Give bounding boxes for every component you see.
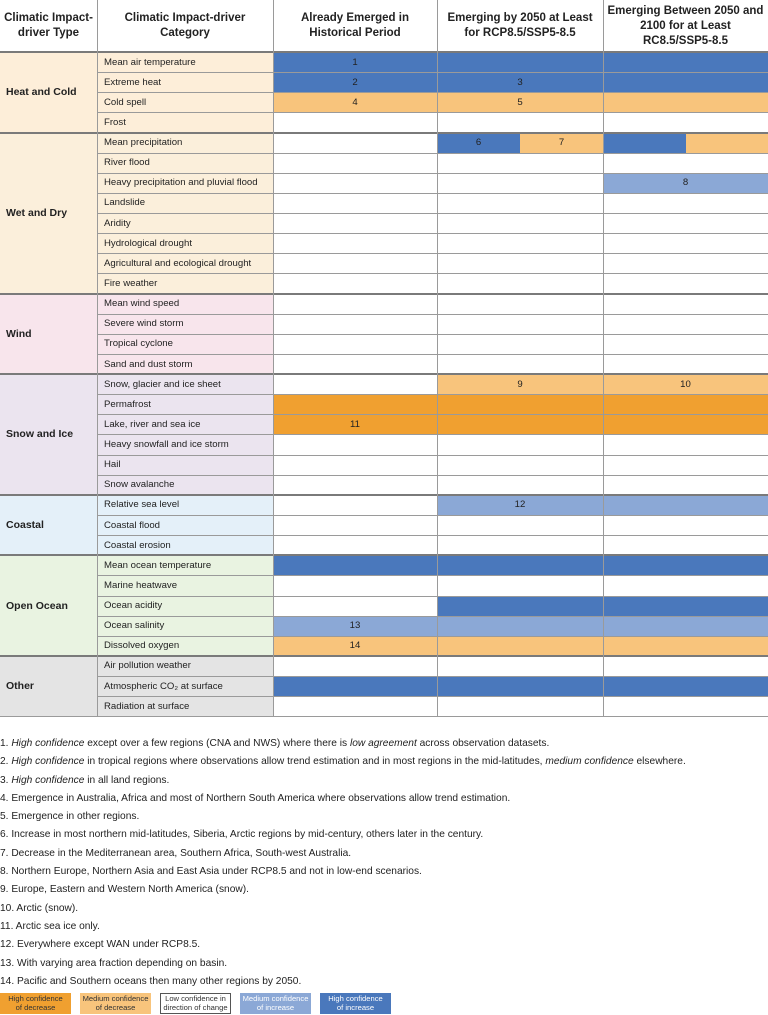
assessment-cell [273, 676, 437, 696]
assessment-cell [603, 636, 768, 656]
footnote-emphasis: High confidence [11, 774, 85, 786]
assessment-cell: 10 [603, 374, 768, 394]
row-divider [97, 696, 768, 697]
group-divider [0, 494, 768, 496]
legend-label-line: Medium confidence [242, 994, 309, 1003]
row-divider [97, 616, 768, 617]
header-driver-category: Climatic Impact-driver Category [124, 12, 246, 39]
assessment-cell [437, 52, 603, 72]
driver-category-label: Cold spell [97, 92, 273, 112]
column-divider [437, 0, 438, 716]
footnote-emphasis: low agreement [349, 738, 417, 749]
assessment-cell [603, 72, 768, 92]
legend-label-line: High confidence [8, 994, 63, 1003]
assessment-cell [273, 294, 437, 314]
assessment-cell [273, 515, 437, 535]
legend-swatch [160, 993, 231, 1014]
group-divider [0, 373, 768, 375]
column-divider [97, 0, 98, 716]
assessment-cell [273, 696, 437, 716]
driver-category-label: Agricultural and ecological drought [97, 253, 273, 273]
assessment-cell [603, 535, 768, 555]
assessment-cell [273, 213, 437, 233]
footnote: 8. Northern Europe, Northern Asia and East Asia under RCP8.5 and not in low-end scenarios. [0, 866, 422, 878]
group-divider [0, 293, 768, 295]
assessment-cell [437, 596, 603, 616]
header-by-2100: Emerging Between 2050 and 2100 for at Least RC8.5/SSP5-8.5 [607, 4, 764, 47]
assessment-cell [603, 616, 768, 636]
assessment-cell [603, 213, 768, 233]
legend-label [8, 995, 62, 1012]
row-divider [97, 475, 768, 476]
assessment-cell [437, 153, 603, 173]
legend-label-line: direction of change [163, 1002, 228, 1012]
assessment-cell [603, 334, 768, 354]
assessment-cell [437, 656, 603, 676]
driver-category-label: Mean air temperature [97, 52, 273, 72]
assessment-cell [273, 233, 437, 253]
driver-category-label: Snow, glacier and ice sheet [97, 374, 273, 394]
assessment-cell [437, 273, 603, 293]
column-divider [603, 0, 604, 716]
assessment-cell [273, 596, 437, 616]
row-divider [97, 455, 768, 456]
column-divider [273, 0, 274, 716]
row-divider [97, 193, 768, 194]
driver-category-label: Fire weather [97, 273, 273, 293]
assessment-cell [437, 112, 603, 132]
driver-category-label: River flood [97, 153, 273, 173]
assessment-cell: 8 [603, 173, 768, 193]
driver-category-label: Radiation at surface [97, 696, 273, 716]
assessment-cell [273, 273, 437, 293]
assessment-cell: 7 [520, 133, 603, 153]
assessment-cell [437, 676, 603, 696]
footnote: 6. Increase in most northern mid-latitudes, Siberia, Arctic regions by mid-century, others later in the century. [0, 829, 484, 841]
footnote: 13. With varying area fraction depending on basin. [0, 957, 228, 969]
assessment-cell: 11 [273, 414, 437, 434]
footnote: 14. Pacific and Southern oceans then many other regions by 2050. [0, 975, 302, 987]
driver-type-label: Wet and Dry [0, 133, 97, 294]
assessment-cell [273, 374, 437, 394]
driver-type-label: Open Ocean [0, 555, 97, 656]
row-divider [97, 434, 768, 435]
footnote: 9. Europe, Eastern and Western North America (snow). [0, 884, 249, 896]
driver-category-label: Tropical cyclone [97, 334, 273, 354]
driver-type-label: Coastal [0, 495, 97, 555]
assessment-cell: 3 [437, 72, 603, 92]
assessment-cell [603, 495, 768, 515]
legend-label-line: Low confidence in [165, 994, 226, 1003]
header-driver-type: Climatic Impact-driver Type [4, 12, 93, 39]
row-divider [97, 233, 768, 234]
row-divider [97, 112, 768, 113]
driver-category-label: Heavy snowfall and ice storm [97, 434, 273, 454]
row-divider [97, 515, 768, 516]
row-divider [97, 92, 768, 93]
assessment-cell [603, 92, 768, 112]
assessment-cell [603, 314, 768, 334]
row-divider [97, 334, 768, 335]
assessment-cell [437, 354, 603, 374]
assessment-cell [437, 455, 603, 475]
footnote: 1. High confidence except over a few regions (CNA and NWS) where there is low agreement across observation datasets. [0, 738, 550, 749]
assessment-cell [603, 434, 768, 454]
driver-category-label: Lake, river and sea ice [97, 414, 273, 434]
assessment-cell [273, 153, 437, 173]
driver-type-label: Other [0, 656, 97, 716]
table-bottom-border [0, 716, 768, 717]
assessment-cell [273, 133, 437, 153]
row-divider [97, 273, 768, 274]
assessment-cell [437, 213, 603, 233]
legend-swatch [320, 993, 391, 1014]
row-divider [97, 173, 768, 174]
assessment-cell [273, 495, 437, 515]
assessment-cell [603, 394, 768, 414]
assessment-cell [437, 555, 603, 575]
driver-category-label: Severe wind storm [97, 314, 273, 334]
assessment-cell [686, 133, 768, 153]
assessment-cell [273, 354, 437, 374]
driver-category-label: Mean precipitation [97, 133, 273, 153]
assessment-cell [603, 273, 768, 293]
assessment-cell [273, 394, 437, 414]
driver-category-label: Aridity [97, 213, 273, 233]
driver-category-label: Ocean salinity [97, 616, 273, 636]
footnote: 4. Emergence in Australia, Africa and most of Northern South America where observations allow trend estimation. [0, 792, 511, 804]
assessment-cell [603, 294, 768, 314]
footnote: 10. Arctic (snow). [0, 902, 79, 914]
footnote-emphasis: High confidence [11, 738, 85, 749]
driver-type-label: Heat and Cold [0, 52, 97, 133]
group-divider [0, 554, 768, 556]
assessment-cell [603, 414, 768, 434]
assessment-cell [437, 535, 603, 555]
assessment-cell: 4 [273, 92, 437, 112]
driver-category-label: Atmospheric CO₂ at surface [97, 676, 273, 696]
assessment-cell [603, 676, 768, 696]
assessment-cell [273, 455, 437, 475]
driver-category-label: Hail [97, 455, 273, 475]
footnote: 7. Decrease in the Mediterranean area, Southern Africa, South-west Australia. [0, 847, 352, 859]
assessment-cell [437, 636, 603, 656]
group-divider [0, 655, 768, 657]
driver-category-label: Dissolved oxygen [97, 636, 273, 656]
assessment-cell [273, 555, 437, 575]
driver-category-label: Snow avalanche [97, 475, 273, 495]
assessment-cell [273, 575, 437, 595]
driver-category-label: Mean ocean temperature [97, 555, 273, 575]
row-divider [97, 414, 768, 415]
assessment-cell [273, 656, 437, 676]
footnote: 11. Arctic sea ice only. [0, 920, 100, 932]
driver-category-label: Mean wind speed [97, 294, 273, 314]
assessment-cell [603, 193, 768, 213]
assessment-cell [603, 475, 768, 495]
legend-label [83, 995, 149, 1012]
assessment-cell [437, 233, 603, 253]
assessment-cell [437, 394, 603, 414]
footnote-emphasis: medium confidence [545, 756, 634, 768]
row-divider [97, 575, 768, 576]
driver-category-label: Frost [97, 112, 273, 132]
assessment-cell [603, 253, 768, 273]
header-by-2050: Emerging by 2050 at Least for RCP8.5/SSP5-8.5 [447, 12, 593, 39]
assessment-cell: 6 [437, 133, 520, 153]
assessment-cell [603, 354, 768, 374]
footnotes [0, 735, 768, 991]
driver-category-label: Air pollution weather [97, 656, 273, 676]
footnote-emphasis: High confidence [11, 756, 85, 768]
assessment-cell [437, 193, 603, 213]
row-divider [97, 636, 768, 637]
row-divider [97, 213, 768, 214]
driver-category-label: Sand and dust storm [97, 354, 273, 374]
assessment-cell [273, 193, 437, 213]
row-divider [97, 596, 768, 597]
driver-category-label: Ocean acidity [97, 596, 273, 616]
driver-type-label: Snow and Ice [0, 374, 97, 495]
legend-swatch [0, 993, 71, 1014]
driver-category-label: Marine heatwave [97, 575, 273, 595]
footnote: 2. High confidence in tropical regions where observations allow trend estimation and in most regions in the mid-latitudes, medium confidence elsewhere. [0, 756, 686, 768]
assessment-cell [603, 696, 768, 716]
assessment-cell [603, 52, 768, 72]
row-divider [97, 314, 768, 315]
row-divider [97, 676, 768, 677]
assessment-cell [437, 616, 603, 636]
assessment-cell [273, 334, 437, 354]
legend-label [328, 995, 382, 1012]
assessment-cell [603, 112, 768, 132]
legend [0, 993, 768, 1015]
assessment-cell [437, 575, 603, 595]
legend-label [243, 995, 309, 1012]
group-divider [0, 51, 768, 53]
group-divider [0, 132, 768, 134]
row-divider [97, 253, 768, 254]
assessment-cell [437, 314, 603, 334]
assessment-cell: 1 [273, 52, 437, 72]
assessment-cell [603, 455, 768, 475]
footnote: 12. Everywhere except WAN under RCP8.5. [0, 939, 201, 951]
assessment-cell [273, 253, 437, 273]
row-divider [97, 153, 768, 154]
assessment-cell [437, 253, 603, 273]
driver-category-label: Coastal erosion [97, 535, 273, 555]
legend-label-line: of decrease [15, 1002, 56, 1012]
assessment-cell [603, 515, 768, 535]
assessment-cell [603, 133, 686, 153]
row-divider [97, 354, 768, 355]
assessment-cell [603, 153, 768, 173]
assessment-cell [437, 294, 603, 314]
assessment-cell [273, 173, 437, 193]
assessment-cell [273, 314, 437, 334]
assessment-cell [603, 555, 768, 575]
legend-label-line: High confidence [328, 994, 383, 1003]
assessment-cell [437, 334, 603, 354]
assessment-cell [273, 112, 437, 132]
assessment-cell [437, 696, 603, 716]
assessment-cell [603, 596, 768, 616]
assessment-cell [437, 414, 603, 434]
driver-category-label: Heavy precipitation and pluvial flood [97, 173, 273, 193]
assessment-cell [273, 434, 437, 454]
driver-category-label: Hydrological drought [97, 233, 273, 253]
driver-category-label: Extreme heat [97, 72, 273, 92]
assessment-cell [603, 233, 768, 253]
assessment-cell [437, 515, 603, 535]
driver-category-label: Permafrost [97, 394, 273, 414]
assessment-cell: 14 [273, 636, 437, 656]
assessment-cell [437, 173, 603, 193]
driver-category-label: Relative sea level [97, 495, 273, 515]
legend-label-line: Medium confidence [82, 994, 149, 1003]
row-divider [97, 72, 768, 73]
legend-label [163, 995, 227, 1012]
assessment-cell [273, 535, 437, 555]
legend-swatch [80, 993, 151, 1014]
row-divider [97, 394, 768, 395]
assessment-cell: 12 [437, 495, 603, 515]
footnote: 3. High confidence in all land regions. [0, 774, 170, 786]
driver-category-label: Landslide [97, 193, 273, 213]
assessment-cell [273, 475, 437, 495]
assessment-cell: 2 [273, 72, 437, 92]
header-historical: Already Emerged in Historical Period [300, 12, 409, 39]
legend-label-line: of increase [336, 1002, 375, 1012]
row-divider [97, 535, 768, 536]
assessment-cell: 9 [437, 374, 603, 394]
legend-swatch [240, 993, 311, 1014]
assessment-cell: 13 [273, 616, 437, 636]
legend-label-line: of decrease [95, 1002, 136, 1012]
assessment-cell: 5 [437, 92, 603, 112]
assessment-cell [437, 475, 603, 495]
assessment-cell [437, 434, 603, 454]
assessment-cell [603, 656, 768, 676]
assessment-cell [603, 575, 768, 595]
legend-label-line: of increase [256, 1002, 295, 1012]
footnote: 5. Emergence in other regions. [0, 811, 140, 823]
driver-type-label: Wind [0, 294, 97, 375]
driver-category-label: Coastal flood [97, 515, 273, 535]
